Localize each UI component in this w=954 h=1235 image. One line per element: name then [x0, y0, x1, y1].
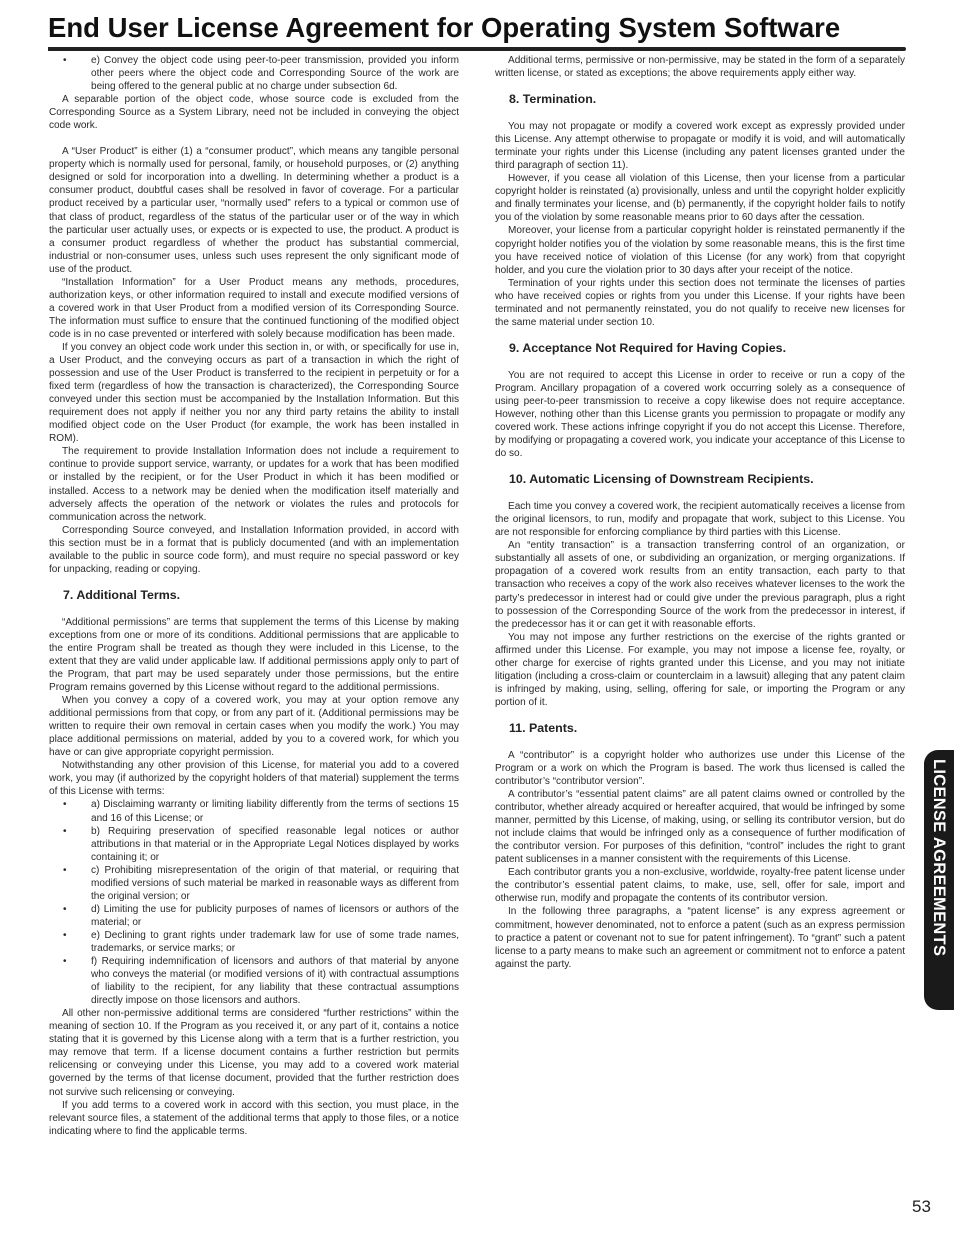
title-rule: [48, 47, 906, 51]
list-item: [49, 798, 459, 824]
right-column: [495, 54, 905, 971]
paragraph: You may not impose any further restrictions on the exercise of the rights granted or affirmed under this License. For example, you may not impose a license fee, royalty, or other charge for exercise of rights granted under this License, and you may not initiate litigation (including a cross-claim or counterclaim in a lawsuit) alleging that any patent claim is infringed by making, using, selling, offering for sale, or importing the Program or any portion of it.: [495, 631, 905, 708]
paragraph: A “User Product” is either (1) a “consumer product”, which means any tangible personal property which is normally used for personal, family, or household purposes, or (2) anything designed or sold for incorporation into a dwelling. In determining whether a product is a consumer product, doubtful cases shall be resolved in favor of coverage. For a particular product received by a particular user, “normally used” refers to a typical or common use of that class of product, regardless of the status of the particular user or of the way in which the particular user actually uses, or expects or is expected to use, the product. A product is a consumer product regardless of whether the product has substantial commercial, industrial or non-consumer uses, unless such uses represent the only significant mode of use of the product.: [49, 146, 459, 275]
paragraph: “Additional permissions” are terms that supplement the terms of this License by making exceptions from one or more of its conditions. Additional permissions that are applicable to the entire Program shall be treated as though they were included in this License, to the extent that they are valid under applicable law. If additional permissions apply only to part of the Program, that part may be used separately under those permissions, but the entire Program remains governed by this License without regard to the additional permissions.: [49, 616, 459, 694]
paragraph: Each contributor grants you a non-exclusive, worldwide, royalty-free patent license under the contributor’s essential patent claims, to make, use, sell, offer for sale, import and otherwise run, modify and propagate the contents of its contributor version.: [495, 867, 905, 905]
section-heading-8: 8. Termination.: [509, 92, 597, 107]
list-item: [49, 54, 459, 93]
paragraph: Corresponding Source conveyed, and Installation Information provided, in accord with this section must be in a format that is publicly documented (and with an implementation available to the public in source code form), and must require no special password or key for unpacking, reading or copying.: [49, 524, 459, 575]
section-heading-9: 9. Acceptance Not Required for Having Copies.: [509, 340, 787, 355]
list-item: [49, 929, 459, 955]
bullet-icon: •: [63, 864, 67, 876]
paragraph: A contributor’s “essential patent claims” are all patent claims owned or controlled by the contributor, whether already acquired or hereafter acquired, that would be infringed by some manner, permitted by this License, of making, using, or selling its contributor version, but do not include claims that would be infringed only as a consequence of further modification of the contributor version. For purposes of this definition, “control” includes the right to grant patent sublicenses in a manner consistent with the requirements of this License.: [495, 789, 905, 866]
list-item-text: e) Declining to grant rights under trademark law for use of some trade names, trademarks, or service marks; or: [91, 929, 459, 954]
bullet-list-convey: [49, 54, 459, 93]
list-item-text: b) Requiring preservation of specified reasonable legal notices or author attributions in that material or in the Appropriate Legal Notices displayed by works containing it; or: [91, 825, 459, 863]
side-tab-label: LICENSE AGREEMENTS: [930, 759, 948, 957]
page-number: 53: [912, 1197, 931, 1216]
paragraph: You may not propagate or modify a covered work except as expressly provided under this License. Any attempt otherwise to propagate or modify it is void, and will automatically terminate your rights under this License (including any patent licenses granted under the third paragraph of section 11).: [495, 121, 905, 172]
bullet-icon: •: [63, 799, 67, 811]
page-title: End User License Agreement for Operating System Software: [48, 12, 841, 43]
section-heading-10: 10. Automatic Licensing of Downstream Recipients.: [509, 472, 814, 487]
paragraph: An “entity transaction” is a transaction transferring control of an organization, or substantially all assets of one, or subdividing an organization, or merging organizations. If propagation of a covered work results from an entity transaction, each party to that transaction who receives a copy of the work also receives whatever licenses to the work the party’s predecessor in interest had or could give under the previous paragraph, plus a right to possession of the Corresponding Source of the work from the predecessor in interest, if the predecessor has it or can get it with reasonable efforts.: [495, 540, 905, 630]
paragraph-gap: [49, 132, 459, 145]
section-heading-11: 11. Patents.: [509, 720, 578, 735]
paragraph: A separable portion of the object code, whose source code is excluded from the Corresponding Source as a System Library, need not be included in conveying the object code work.: [49, 94, 459, 132]
paragraph: “Installation Information” for a User Product means any methods, procedures, authorization keys, or other information required to install and execute modified versions of a covered work in that User Product from a modified version of its Corresponding Source. The information must suffice to ensure that the continued functioning of the modified object code is in no case prevented or interfered with solely because modification has been made.: [49, 276, 459, 340]
list-item-text: e) Convey the object code using peer-to-peer transmission, provided you inform other peers where the object code and Corresponding Source of the work are being offered to the general public at no charge under subsection 6d.: [91, 55, 459, 93]
paragraph: When you convey a copy of a covered work, you may at your option remove any additional permissions from that copy, or from any part of it. (Additional permissions may be written to require their own removal in certain cases when you modify the work.) You may place additional permissions on material, added by you to a covered work, for which you have or can give appropriate copyright permission.: [49, 695, 459, 759]
paragraph: In the following three paragraphs, a “patent license” is any express agreement or commitment, however denominated, not to enforce a patent (such as an express permission to practice a patent or covenant not to sue for patent infringement). To “grant” such a patent license to a party means to make such an agreement or commitment not to enforce a patent against the party.: [495, 906, 905, 970]
paragraph: All other non-permissive additional terms are considered “further restrictions” within the meaning of section 10. If the Program as you received it, or any part of it, contains a notice stating that it is governed by this License along with a term that is a further restriction, you may remove that term. If a license document contains a further restriction but permits relicensing or conveying under this License, you may add to a covered work material governed by the terms of that license document, provided that the further restriction does not survive such relicensing or conveying.: [49, 1008, 459, 1098]
list-item-text: d) Limiting the use for publicity purposes of names of licensors or authors of the material; or: [91, 903, 459, 928]
bullet-icon: •: [63, 903, 67, 915]
paragraph: If you add terms to a covered work in accord with this section, you must place, in the relevant source files, a statement of the additional terms that apply to those files, or a notice indicating where to find the applicable terms.: [49, 1099, 459, 1137]
paragraph: However, if you cease all violation of this License, then your license from a particular copyright holder is reinstated (a) provisionally, unless and until the copyright holder explicitly and finally terminates your license, and (b) permanently, if the copyright holder fails to notify you of the violation by some reasonable means prior to 60 days after the cessation.: [495, 173, 905, 224]
list-item: [49, 903, 459, 929]
paragraph: The requirement to provide Installation Information does not include a requirement to continue to provide support service, warranty, or updates for a work that has been modified or installed by the recipient, or for the User Product in which it has been modified or installed. Access to a network may be denied when the modification itself materially and adversely affects the operation of the network or violates the rules and protocols for communication across the network.: [49, 446, 459, 523]
bullet-icon: •: [63, 956, 67, 968]
list-item-text: c) Prohibiting misrepresentation of the origin of that material, or requiring that modified versions of such material be marked in reasonable ways as different from the original version; or: [91, 864, 459, 902]
section-side-tab: [924, 750, 954, 1010]
paragraph: Additional terms, permissive or non-permissive, may be stated in the form of a separately written license, or stated as exceptions; the above requirements apply either way.: [495, 55, 905, 80]
paragraph: Each time you convey a covered work, the recipient automatically receives a license from the original licensors, to run, modify and propagate that work, subject to this License. You are not responsible for enforcing compliance by third parties with this License.: [495, 501, 905, 539]
left-column: [49, 54, 459, 1138]
bullet-icon: •: [63, 825, 67, 837]
paragraph: Moreover, your license from a particular copyright holder is reinstated permanently if the copyright holder notifies you of the violation by some reasonable means, this is the first time you have received notice of violation of this License (for any work) from that copyright holder, and you cure the violation prior to 30 days after your receipt of the notice.: [495, 225, 905, 276]
list-item: [49, 864, 459, 903]
paragraph: You are not required to accept this License in order to receive or run a copy of the Program. Ancillary propagation of a covered work occurring solely as a consequence of using peer-to-peer transmission to receive a copy likewise does not require acceptance. However, nothing other than this License grants you permission to propagate or modify any covered work. These actions infringe copyright if you do not accept this License. Therefore, by modifying or propagating a covered work, you indicate your acceptance of this License to do so.: [495, 369, 905, 460]
section-heading-7: 7. Additional Terms.: [63, 587, 181, 602]
paragraph: Termination of your rights under this section does not terminate the licenses of parties who have received copies or rights from you under this License. If your rights have been terminated and not permanently reinstated, you do not qualify to receive new licenses for the same material under section 10.: [495, 277, 905, 328]
bullet-icon: •: [63, 929, 67, 941]
list-item-text: f) Requiring indemnification of licensors and authors of that material by anyone who conveys the material (or modified versions of it) with contractual assumptions of liability to the recipient, for any liability that these contractual assumptions directly impose on those licensors and authors.: [91, 956, 459, 1007]
list-item: [49, 825, 459, 864]
list-item: [49, 955, 459, 1007]
bullet-list-additional-terms: [49, 798, 459, 1007]
bullet-icon: •: [63, 55, 67, 66]
paragraph: If you convey an object code work under this section in, or with, or specifically for use in, a User Product, and the conveying occurs as part of a transaction in which the right of possession and use of the User Product is transferred to the recipient in perpetuity or for a fixed term (regardless of how the transaction is characterized), the Corresponding Source conveyed under this section must be accompanied by the Installation Information. But this requirement does not apply if neither you nor any third party retains the ability to install modified object code on the User Product (for example, the work has been installed in ROM).: [49, 341, 459, 445]
paragraph: A “contributor” is a copyright holder who authorizes use under this License of the Program or a work on which the Program is based. The work thus licensed is called the contributor’s “contributor version”.: [495, 749, 905, 788]
paragraph: Notwithstanding any other provision of this License, for material you add to a covered work, you may (if authorized by the copyright holders of that material) supplement the terms of this License with terms:: [49, 760, 459, 798]
list-item-text: a) Disclaiming warranty or limiting liability differently from the terms of sections 15 and 16 of this License; or: [91, 799, 459, 824]
